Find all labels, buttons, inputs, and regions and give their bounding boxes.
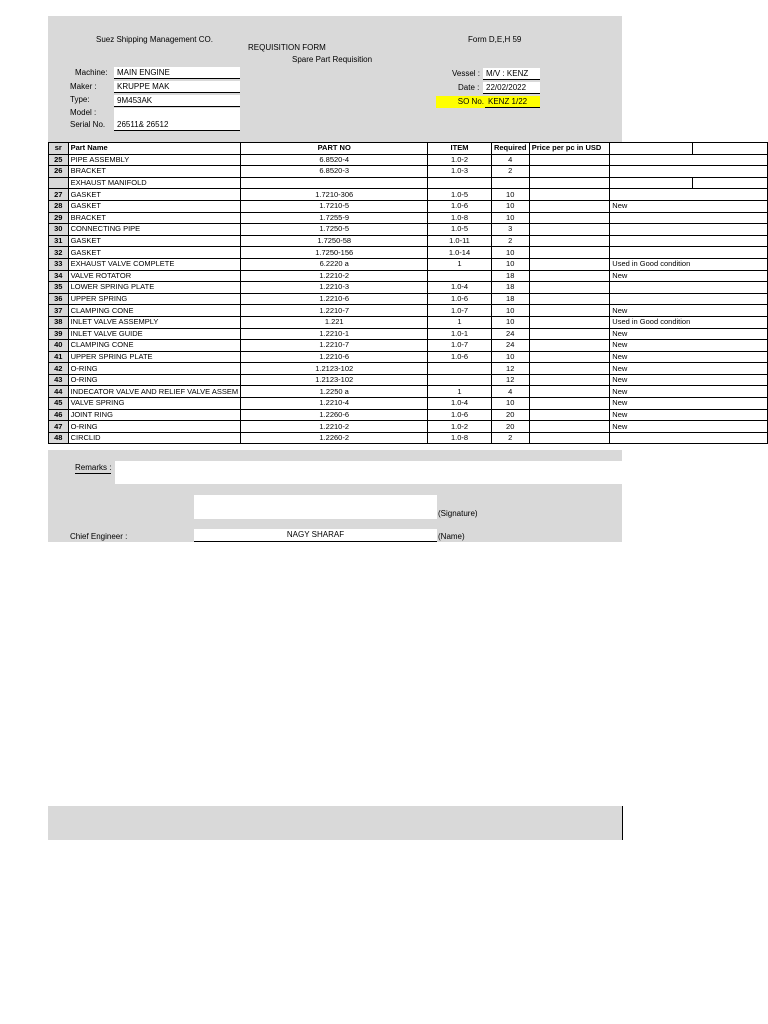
row-price[interactable] bbox=[529, 409, 610, 421]
row-required: 18 bbox=[491, 282, 529, 294]
maker-label: Maker : bbox=[70, 82, 97, 91]
table-row bbox=[49, 386, 768, 398]
row-part-name: UPPER SPRING PLATE bbox=[68, 351, 241, 363]
table-row bbox=[49, 224, 768, 236]
row-note: New bbox=[610, 270, 692, 282]
row-required: 10 bbox=[491, 258, 529, 270]
vessel-label: Vessel : bbox=[452, 69, 481, 78]
chief-engineer-label: Chief Engineer : bbox=[70, 532, 128, 541]
row-part-no: 1.7255-9 bbox=[241, 212, 428, 224]
row-price[interactable] bbox=[529, 363, 610, 375]
row-part-no: 1.7250-156 bbox=[241, 247, 428, 259]
row-price[interactable] bbox=[529, 189, 610, 201]
col-extra-2 bbox=[692, 143, 767, 155]
chief-engineer-name[interactable]: NAGY SHARAF bbox=[194, 529, 437, 542]
row-price[interactable] bbox=[529, 374, 610, 386]
row-required: 10 bbox=[491, 200, 529, 212]
parts-table bbox=[48, 142, 768, 444]
row-part-no: 1.2210-6 bbox=[241, 293, 428, 305]
row-required: 20 bbox=[491, 409, 529, 421]
row-part-no: 1.2250 a bbox=[241, 386, 428, 398]
row-note bbox=[610, 166, 692, 178]
so-label: SO No. bbox=[436, 96, 485, 108]
table-row bbox=[49, 235, 768, 247]
row-item: 1.0-7 bbox=[428, 340, 491, 352]
row-note: New bbox=[610, 386, 692, 398]
row-part-name: GASKET bbox=[68, 247, 241, 259]
section-title: EXHAUST MANIFOLD bbox=[68, 177, 241, 189]
row-note: New bbox=[610, 200, 692, 212]
row-item: 1.0-14 bbox=[428, 247, 491, 259]
row-sr: 34 bbox=[49, 270, 69, 282]
machine-field[interactable]: MAIN ENGINE bbox=[114, 67, 240, 79]
row-part-name: O-RING bbox=[68, 374, 241, 386]
row-note: New bbox=[610, 374, 692, 386]
row-part-name: INLET VALVE GUIDE bbox=[68, 328, 241, 340]
row-sr: 42 bbox=[49, 363, 69, 375]
row-price[interactable] bbox=[529, 328, 610, 340]
row-sr: 40 bbox=[49, 340, 69, 352]
row-extra bbox=[692, 189, 767, 201]
row-price[interactable] bbox=[529, 351, 610, 363]
row-price[interactable] bbox=[529, 212, 610, 224]
row-price[interactable] bbox=[529, 316, 610, 328]
row-part-name: O-RING bbox=[68, 421, 241, 433]
row-item: 1.0-8 bbox=[428, 212, 491, 224]
row-required: 3 bbox=[491, 224, 529, 236]
row-extra bbox=[692, 351, 767, 363]
maker-field[interactable]: KRUPPE MAK bbox=[114, 81, 240, 93]
row-price[interactable] bbox=[529, 293, 610, 305]
row-sr: 48 bbox=[49, 432, 69, 444]
row-extra bbox=[692, 374, 767, 386]
row-price[interactable] bbox=[529, 224, 610, 236]
company-name: Suez Shipping Management CO. bbox=[96, 35, 213, 44]
row-item: 1.0-5 bbox=[428, 224, 491, 236]
table-row bbox=[49, 316, 768, 328]
row-price[interactable] bbox=[529, 421, 610, 433]
row-note bbox=[610, 224, 692, 236]
row-part-no bbox=[241, 177, 428, 189]
row-price[interactable] bbox=[529, 235, 610, 247]
row-item: 1.0-4 bbox=[428, 282, 491, 294]
remarks-label: Remarks : bbox=[75, 463, 112, 472]
row-item: 1.0-8 bbox=[428, 432, 491, 444]
row-part-name: UPPER SPRING bbox=[68, 293, 241, 305]
row-note: New bbox=[610, 363, 692, 375]
row-note bbox=[610, 293, 692, 305]
row-sr: 28 bbox=[49, 200, 69, 212]
row-item: 1.0-6 bbox=[428, 409, 491, 421]
row-part-no: 1.2210-7 bbox=[241, 340, 428, 352]
signature-label: (Signature) bbox=[438, 509, 478, 518]
row-item: 1.0-6 bbox=[428, 200, 491, 212]
row-extra bbox=[692, 421, 767, 433]
row-sr: 30 bbox=[49, 224, 69, 236]
row-extra bbox=[610, 177, 692, 189]
row-sr: 41 bbox=[49, 351, 69, 363]
row-required: 2 bbox=[491, 432, 529, 444]
row-sr: 25 bbox=[49, 154, 69, 166]
row-price[interactable] bbox=[529, 154, 610, 166]
page-footer-bar bbox=[48, 806, 623, 840]
form-code: Form D,E,H 59 bbox=[468, 35, 522, 44]
row-item: 1.0-1 bbox=[428, 328, 491, 340]
row-item: 1.0-2 bbox=[428, 421, 491, 433]
row-extra bbox=[692, 224, 767, 236]
machine-label: Machine: bbox=[75, 68, 108, 77]
row-part-no: 1.7210-5 bbox=[241, 200, 428, 212]
row-extra bbox=[692, 166, 767, 178]
col-required: Required bbox=[491, 143, 529, 155]
row-sr: 35 bbox=[49, 282, 69, 294]
row-sr: 32 bbox=[49, 247, 69, 259]
row-item bbox=[428, 270, 491, 282]
row-required: 4 bbox=[491, 386, 529, 398]
row-extra bbox=[692, 258, 767, 270]
row-part-no: 6.8520-4 bbox=[241, 154, 428, 166]
row-note bbox=[610, 247, 692, 259]
row-extra bbox=[692, 386, 767, 398]
row-item: 1.0-5 bbox=[428, 189, 491, 201]
table-row bbox=[49, 282, 768, 294]
row-part-name: O-RING bbox=[68, 363, 241, 375]
row-required: 10 bbox=[491, 398, 529, 410]
row-extra bbox=[692, 154, 767, 166]
row-sr: 39 bbox=[49, 328, 69, 340]
row-required: 4 bbox=[491, 154, 529, 166]
row-note: New bbox=[610, 398, 692, 410]
row-part-no: 1.2210-3 bbox=[241, 282, 428, 294]
row-part-name: GASKET bbox=[68, 189, 241, 201]
row-required: 2 bbox=[491, 166, 529, 178]
row-price[interactable] bbox=[529, 247, 610, 259]
row-extra bbox=[692, 270, 767, 282]
row-part-no: 1.2210-7 bbox=[241, 305, 428, 317]
row-part-no: 1.2260-2 bbox=[241, 432, 428, 444]
type-field[interactable]: 9M453AK bbox=[114, 95, 240, 107]
row-item: 1.0-2 bbox=[428, 154, 491, 166]
form-title: REQUISITION FORM bbox=[248, 43, 326, 52]
serial-label: Serial No. bbox=[70, 120, 106, 129]
row-part-no: 1.7210-306 bbox=[241, 189, 428, 201]
type-label: Type: bbox=[70, 95, 90, 104]
row-note bbox=[610, 282, 692, 294]
row-sr: 44 bbox=[49, 386, 69, 398]
row-extra bbox=[692, 409, 767, 421]
row-part-name: INLET VALVE ASSEMPLY bbox=[68, 316, 241, 328]
row-note: Used in Good condition bbox=[610, 258, 692, 270]
col-item: ITEM bbox=[428, 143, 491, 155]
row-part-name: BRACKET bbox=[68, 212, 241, 224]
row-extra bbox=[692, 328, 767, 340]
row-note: New bbox=[610, 421, 692, 433]
row-price[interactable] bbox=[529, 258, 610, 270]
row-item: 1 bbox=[428, 316, 491, 328]
row-part-no: 1.2260-6 bbox=[241, 409, 428, 421]
date-field[interactable]: 22/02/2022 bbox=[483, 82, 540, 94]
row-sr: 38 bbox=[49, 316, 69, 328]
row-note bbox=[610, 235, 692, 247]
row-price[interactable] bbox=[529, 166, 610, 178]
row-note bbox=[610, 154, 692, 166]
row-part-name: VALVE ROTATOR bbox=[68, 270, 241, 282]
row-part-no: 1.7250-58 bbox=[241, 235, 428, 247]
row-item: 1.0-3 bbox=[428, 166, 491, 178]
table-row bbox=[49, 270, 768, 282]
row-required: 10 bbox=[491, 189, 529, 201]
row-price[interactable] bbox=[529, 270, 610, 282]
row-price[interactable] bbox=[529, 282, 610, 294]
row-note: Used in Good condition bbox=[610, 316, 692, 328]
row-sr: 37 bbox=[49, 305, 69, 317]
signature-field[interactable] bbox=[194, 495, 437, 519]
row-note: New bbox=[610, 351, 692, 363]
form-subtitle: Spare Part Requisition bbox=[292, 55, 373, 64]
row-required: 18 bbox=[491, 293, 529, 305]
table-row bbox=[49, 328, 768, 340]
col-part-name: Part Name bbox=[68, 143, 241, 155]
row-sr: 33 bbox=[49, 258, 69, 270]
row-extra bbox=[692, 293, 767, 305]
row-part-name: EXHAUST VALVE COMPLETE bbox=[68, 258, 241, 270]
table-row bbox=[49, 421, 768, 433]
row-part-name: GASKET bbox=[68, 235, 241, 247]
table-row bbox=[49, 166, 768, 178]
row-part-no: 1.2210-4 bbox=[241, 398, 428, 410]
row-part-name: VALVE SPRING bbox=[68, 398, 241, 410]
row-note: New bbox=[610, 305, 692, 317]
row-part-name: CIRCLID bbox=[68, 432, 241, 444]
row-required: 12 bbox=[491, 363, 529, 375]
table-row bbox=[49, 212, 768, 224]
table-row bbox=[49, 398, 768, 410]
serial-field[interactable]: 26511& 26512 bbox=[114, 119, 240, 131]
row-price[interactable] bbox=[529, 386, 610, 398]
date-label: Date : bbox=[458, 83, 480, 92]
row-item: 1.0-6 bbox=[428, 351, 491, 363]
row-required: 24 bbox=[491, 340, 529, 352]
so-field[interactable]: KENZ 1/22 bbox=[485, 96, 540, 108]
col-sr: sr bbox=[49, 143, 69, 155]
row-sr: 31 bbox=[49, 235, 69, 247]
vessel-field[interactable]: M/V : KENZ bbox=[483, 68, 540, 80]
row-required: 20 bbox=[491, 421, 529, 433]
row-required: 10 bbox=[491, 305, 529, 317]
row-extra bbox=[692, 316, 767, 328]
row-extra bbox=[692, 212, 767, 224]
table-row bbox=[49, 200, 768, 212]
row-extra bbox=[692, 247, 767, 259]
row-sr: 47 bbox=[49, 421, 69, 433]
row-sr: 36 bbox=[49, 293, 69, 305]
row-extra bbox=[692, 398, 767, 410]
section-row bbox=[49, 177, 768, 189]
row-price bbox=[529, 177, 610, 189]
row-required: 10 bbox=[491, 351, 529, 363]
table-row bbox=[49, 409, 768, 421]
row-note bbox=[692, 177, 767, 189]
row-part-name: CLAMPING CONE bbox=[68, 305, 241, 317]
row-extra bbox=[692, 432, 767, 444]
row-part-name: BRACKET bbox=[68, 166, 241, 178]
row-sr: 26 bbox=[49, 166, 69, 178]
model-label: Model : bbox=[70, 108, 97, 117]
row-extra bbox=[692, 340, 767, 352]
name-label: (Name) bbox=[438, 532, 465, 541]
table-row bbox=[49, 305, 768, 317]
table-row bbox=[49, 247, 768, 259]
row-required: 18 bbox=[491, 270, 529, 282]
row-sr: 45 bbox=[49, 398, 69, 410]
row-part-name: PIPE ASSEMBLY bbox=[68, 154, 241, 166]
row-extra bbox=[692, 200, 767, 212]
row-item: 1.0-11 bbox=[428, 235, 491, 247]
row-note bbox=[610, 189, 692, 201]
row-note: New bbox=[610, 340, 692, 352]
row-part-name: CLAMPING CONE bbox=[68, 340, 241, 352]
row-part-no: 6.8520-3 bbox=[241, 166, 428, 178]
row-price[interactable] bbox=[529, 432, 610, 444]
row-part-no: 1.2123-102 bbox=[241, 374, 428, 386]
row-part-name: LOWER SPRING PLATE bbox=[68, 282, 241, 294]
table-row bbox=[49, 432, 768, 444]
table-row bbox=[49, 340, 768, 352]
row-sr: 29 bbox=[49, 212, 69, 224]
row-required: 10 bbox=[491, 316, 529, 328]
row-part-no: 1.2210-2 bbox=[241, 421, 428, 433]
table-row bbox=[49, 189, 768, 201]
table-row bbox=[49, 351, 768, 363]
row-extra bbox=[692, 282, 767, 294]
row-part-no: 1.2123-102 bbox=[241, 363, 428, 375]
row-item: 1.0-6 bbox=[428, 293, 491, 305]
row-required bbox=[491, 177, 529, 189]
row-item bbox=[428, 177, 491, 189]
row-item bbox=[428, 374, 491, 386]
row-part-no: 1.2210-1 bbox=[241, 328, 428, 340]
row-required: 24 bbox=[491, 328, 529, 340]
row-part-name: JOINT RING bbox=[68, 409, 241, 421]
row-price[interactable] bbox=[529, 398, 610, 410]
row-required: 2 bbox=[491, 235, 529, 247]
row-item bbox=[428, 363, 491, 375]
row-required: 12 bbox=[491, 374, 529, 386]
row-note bbox=[610, 432, 692, 444]
row-extra bbox=[692, 305, 767, 317]
row-item: 1 bbox=[428, 386, 491, 398]
row-note bbox=[610, 212, 692, 224]
row-price[interactable] bbox=[529, 305, 610, 317]
row-part-no: 1.2210-6 bbox=[241, 351, 428, 363]
table-row bbox=[49, 363, 768, 375]
remarks-field[interactable] bbox=[115, 461, 622, 484]
row-required: 10 bbox=[491, 247, 529, 259]
row-part-no: 1.7250-5 bbox=[241, 224, 428, 236]
table-row bbox=[49, 258, 768, 270]
row-part-no: 6.2220 a bbox=[241, 258, 428, 270]
row-item: 1.0-4 bbox=[428, 398, 491, 410]
row-price[interactable] bbox=[529, 200, 610, 212]
row-sr: 46 bbox=[49, 409, 69, 421]
col-price: Price per pc in USD bbox=[529, 143, 610, 155]
row-extra bbox=[692, 363, 767, 375]
row-price[interactable] bbox=[529, 340, 610, 352]
row-extra bbox=[692, 235, 767, 247]
col-part-no: PART NO bbox=[241, 143, 428, 155]
col-extra-1 bbox=[610, 143, 692, 155]
table-row bbox=[49, 293, 768, 305]
table-row bbox=[49, 374, 768, 386]
table-header-row bbox=[49, 143, 768, 155]
row-required: 10 bbox=[491, 212, 529, 224]
row-note: New bbox=[610, 409, 692, 421]
row-part-name: CONNECTING PIPE bbox=[68, 224, 241, 236]
row-item: 1.0-7 bbox=[428, 305, 491, 317]
row-part-no: 1.221 bbox=[241, 316, 428, 328]
row-sr: 27 bbox=[49, 189, 69, 201]
row-note: New bbox=[610, 328, 692, 340]
table-row bbox=[49, 154, 768, 166]
row-item: 1 bbox=[428, 258, 491, 270]
row-part-name: GASKET bbox=[68, 200, 241, 212]
row-sr: 43 bbox=[49, 374, 69, 386]
row-part-name: INDECATOR VALVE AND RELIEF VALVE ASSEM bbox=[68, 386, 241, 398]
row-sr bbox=[49, 177, 69, 189]
row-part-no: 1.2210-2 bbox=[241, 270, 428, 282]
